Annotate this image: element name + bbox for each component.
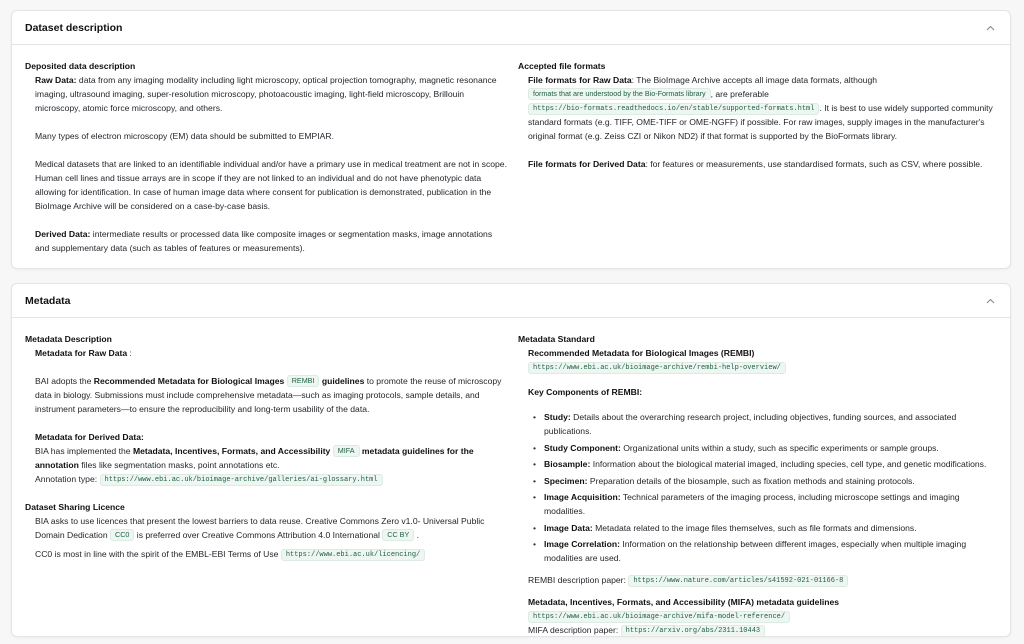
section-heading: Deposited data description	[25, 61, 136, 71]
mifa-tag[interactable]: MIFA	[333, 445, 360, 457]
rembi-components-list	[518, 410, 1002, 565]
derived-formats-description: File formats for Derived Data: for features or measurements, use standardised formats, such as CSV, where possible.	[528, 159, 983, 169]
ccby-tag[interactable]: CC BY	[382, 529, 414, 541]
annotation-type-line: Annotation type: https://www.ebi.ac.uk/bioimage-archive/galleries/ai-glossary.html	[25, 472, 507, 486]
section-heading: Dataset Sharing Licence	[25, 502, 125, 512]
cc0-tag[interactable]: CC0	[110, 529, 134, 541]
annotation-glossary-link[interactable]: https://www.ebi.ac.uk/bioimage-archive/galleries/ai-glossary.html	[100, 474, 383, 486]
rembi-adoption-text: BAI adopts the Recommended Metadata for Biological Images REMBI guidelines to promote the reuse of microscopy data in biology. Submissions must include comprehensive metadata—such as imaging protocols, sample details, and instrument parameters—to ensure the reproducibility and long-term usability of the data.	[35, 376, 502, 414]
licencing-link[interactable]: https://www.ebi.ac.uk/licencing/	[281, 549, 425, 561]
chevron-up-icon[interactable]	[983, 294, 997, 308]
mifa-adoption-text: BIA has implemented the Metadata, Incentives, Formats, and Accessibility MIFA metadata guidelines for the annotation files like segmentation masks, point annotations etc.	[35, 446, 474, 470]
cc0-note: CC0 is most in line with the spirit of the EMBL-EBI Terms of Use https://www.ebi.ac.uk/licencing/	[25, 547, 507, 561]
mifa-paper-line: MIFA description paper: https://arxiv.org/abs/2311.10443	[518, 623, 1002, 637]
accepted-formats-section	[518, 59, 1000, 171]
list-item: • Image Data: Metadata related to the image files themselves, such as file formats and dimensions.	[528, 521, 1002, 535]
panel-title: Dataset description	[25, 21, 123, 34]
mifa-paper-link[interactable]: https://arxiv.org/abs/2311.10443	[621, 625, 765, 637]
mifa-guidelines-line: Metadata, Incentives, Formats, and Accessibility (MIFA) metadata guidelines https://www.ebi.ac.uk/bioimage-archive/mifa-model-reference/	[528, 597, 840, 621]
raw-metadata-heading: Metadata for Raw Data :	[35, 348, 132, 358]
chevron-up-icon[interactable]	[983, 21, 997, 35]
dataset-description-panel	[11, 10, 1011, 269]
key-components-heading: Key Components of REMBI:	[528, 387, 643, 397]
deposited-data-section	[25, 59, 507, 255]
list-item: • Study Component: Organizational units within a study, such as specific experiments or sample groups.	[528, 441, 1002, 455]
list-item: • Image Correlation: Information on the relationship between different images, especially when multiple imaging modalities are used.	[528, 537, 1002, 565]
rembi-paper-line: REMBI description paper: https://www.nature.com/articles/s41592-021-01166-8	[518, 573, 1002, 587]
bioformats-link[interactable]: https://bio-formats.readthedocs.io/en/stable/supported-formats.html	[528, 103, 819, 115]
derived-data-description: Derived Data: intermediate results or processed data like composite images or segmentation masks, image annotations and supplementary data (such as tables of features or measurements).	[35, 229, 493, 253]
medical-note: Medical datasets that are linked to an identifiable individual and/or have a primary use in medical treatment are not in scope. Human cell lines and tissue arrays are in scope if they are not linked to an individual and do not have phenotypic data allowing for identification. In case of human image data where consent for publication is demonstrated, publication in the BioImage Archive will be considered on a case-by-case basis.	[35, 159, 507, 211]
raw-data-description: Raw Data: data from any imaging modality including light microscopy, optical projection tomography, magnetic resonance imaging, ultrasound imaging, super-resolution microscopy, photoacoustic imaging, light-field microscopy, Brillouin microscopy, atomic force microscopy, and others.	[35, 75, 497, 113]
rembi-tag[interactable]: REMBI	[287, 375, 320, 387]
metadata-panel	[11, 283, 1011, 637]
section-heading: Accepted file formats	[518, 61, 606, 71]
metadata-standard-section	[518, 332, 1002, 637]
dataset-description-header[interactable]	[12, 11, 1010, 45]
bioformats-tag[interactable]: formats that are understood by the Bio-Formats library	[528, 88, 711, 100]
metadata-header[interactable]	[12, 284, 1010, 318]
list-item: • Image Acquisition: Technical parameters of the imaging process, including microscope settings and imaging modalities.	[528, 490, 1002, 518]
raw-formats-description: File formats for Raw Data: The BioImage Archive accepts all image data formats, although formats that are understood by the Bio-Formats library , are preferable https://bio-formats.readthedocs.io/en/stable/supported-formats.html . It is best to use widely supported community standard formats (e.g. TIFF, OME-TIFF or OME-NGFF) if possible. For raw images, supply images in the manufacturer's original format (e.g. Zeiss CZI or Nikon ND2) if that format is supported by the BioFormats library.	[528, 75, 993, 141]
list-item: • Specimen: Preparation details of the biosample, such as fixation methods and staining protocols.	[528, 474, 1002, 488]
mifa-reference-link[interactable]: https://www.ebi.ac.uk/bioimage-archive/mifa-model-reference/	[528, 611, 790, 623]
panel-title: Metadata	[25, 294, 71, 307]
em-note: Many types of electron microscopy (EM) data should be submitted to EMPIAR.	[35, 131, 334, 141]
metadata-description-section	[25, 332, 507, 561]
rembi-paper-link[interactable]: https://www.nature.com/articles/s41592-021-01166-8	[628, 575, 848, 587]
section-heading: Metadata Description	[25, 334, 112, 344]
section-heading: Metadata Standard	[518, 334, 595, 344]
list-item: • Study: Details about the overarching research project, including objectives, funding sources, and associated publications.	[528, 410, 1002, 438]
list-item: • Biosample: Information about the biological material imaged, including species, cell type, and genetic modifications.	[528, 457, 1002, 471]
derived-metadata-heading: Metadata for Derived Data:	[35, 432, 144, 442]
rembi-help-link[interactable]: https://www.ebi.ac.uk/bioimage-archive/rembi-help-overview/	[528, 362, 786, 374]
licence-text: BIA asks to use licences that present the lowest barriers to data reuse. Creative Commons Zero v1.0- Universal Public Domain Dedication CC0 is preferred over Creative Commons Attribution 4.0 International CC BY .	[35, 516, 485, 540]
rembi-line: Recommended Metadata for Biological Images (REMBI) https://www.ebi.ac.uk/bioimage-archive/rembi-help-overview/	[518, 346, 1002, 374]
